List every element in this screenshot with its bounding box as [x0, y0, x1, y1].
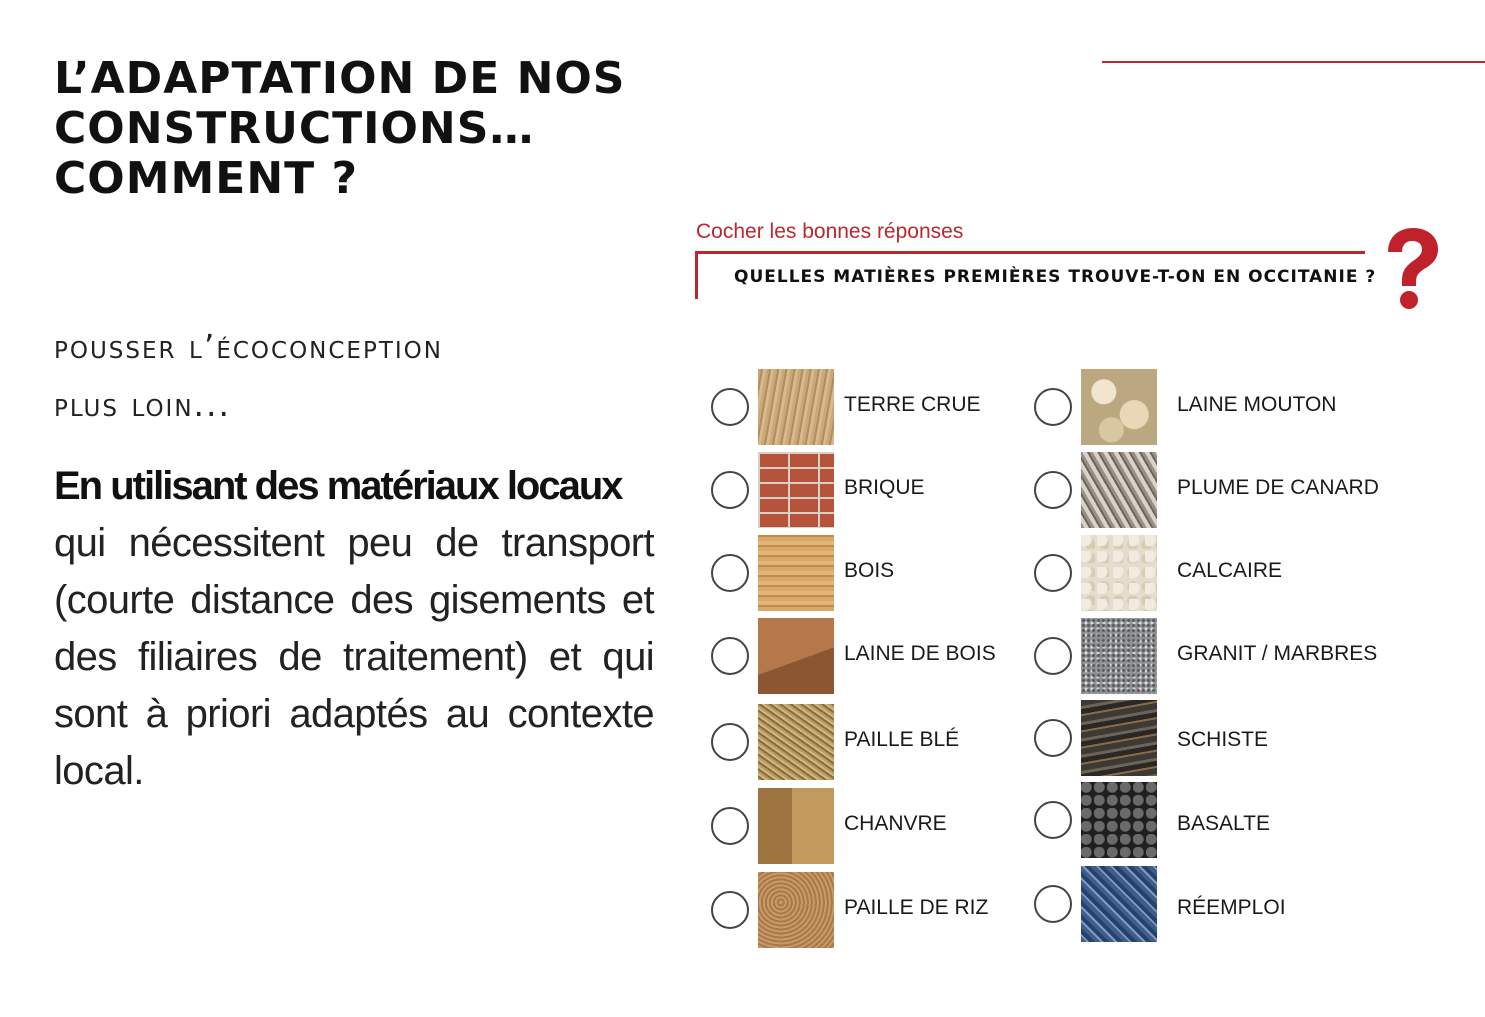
option-label: RÉEMPLOI [1177, 896, 1286, 919]
option-label: BRIQUE [844, 476, 925, 499]
material-image [1081, 452, 1157, 528]
radio-button[interactable] [711, 891, 749, 929]
option-label: BASALTE [1177, 812, 1270, 835]
material-image [758, 872, 834, 948]
material-image [1081, 782, 1157, 858]
radio-button[interactable] [711, 807, 749, 845]
option-label: GRANIT / MARBRES [1177, 642, 1378, 665]
material-image [758, 618, 834, 694]
radio-button[interactable] [1034, 719, 1072, 757]
radio-button[interactable] [1034, 885, 1072, 923]
material-image [1081, 535, 1157, 611]
option-label: BOIS [844, 559, 895, 582]
material-image [1081, 618, 1157, 694]
material-image [758, 788, 834, 864]
option-label: PAILLE BLÉ [844, 728, 960, 751]
section-subtitle [54, 318, 674, 434]
quiz-question: QUELLES MATIÈRES PREMIÈRES TROUVE-T-ON EN OCCITANIE ? [734, 267, 1377, 287]
paragraph-lead: En utilisant des matériaux locaux [54, 464, 622, 508]
option-label: CHANVRE [844, 812, 947, 835]
option-label: PAILLE DE RIZ [844, 896, 989, 919]
radio-button[interactable] [1034, 471, 1072, 509]
option-label: PLUME DE CANARD [1177, 476, 1379, 499]
section-subtitle-line-2: plus loin... [54, 385, 232, 424]
quiz-instruction: Cocher les bonnes réponses [696, 220, 964, 243]
radio-button[interactable] [1034, 554, 1072, 592]
option-label: SCHISTE [1177, 728, 1269, 751]
material-image [758, 369, 834, 445]
header-divider [1102, 61, 1485, 63]
radio-button[interactable] [1034, 388, 1072, 426]
quiz-question-box [695, 251, 1377, 299]
paragraph-body: qui nécessitent peu de transport (courte distance des gisements et des filiaires de traitement) et qui sont à priori adaptés au contexte local. [54, 521, 654, 793]
material-image [1081, 866, 1157, 942]
question-mark-icon [1378, 226, 1444, 312]
radio-button[interactable] [1034, 801, 1072, 839]
material-image [758, 535, 834, 611]
radio-button[interactable] [711, 554, 749, 592]
radio-button[interactable] [711, 471, 749, 509]
radio-button[interactable] [711, 723, 749, 761]
material-image [758, 452, 834, 528]
material-image [1081, 369, 1157, 445]
section-paragraph [54, 458, 654, 800]
material-image [1081, 700, 1157, 776]
radio-button[interactable] [1034, 637, 1072, 675]
section-subtitle-line-1: pousser l’écoconception [54, 327, 443, 366]
radio-button[interactable] [711, 637, 749, 675]
page-title [54, 54, 1094, 204]
option-label: TERRE CRUE [844, 393, 981, 416]
material-image [758, 704, 834, 780]
option-label: LAINE DE BOIS [844, 642, 996, 665]
option-label: CALCAIRE [1177, 559, 1283, 582]
radio-button[interactable] [711, 388, 749, 426]
page-title-line-1: L’ADAPTATION DE NOS CONSTRUCTIONS… [54, 53, 626, 154]
option-label: LAINE MOUTON [1177, 393, 1337, 416]
page-title-line-2: COMMENT ? [54, 153, 359, 204]
